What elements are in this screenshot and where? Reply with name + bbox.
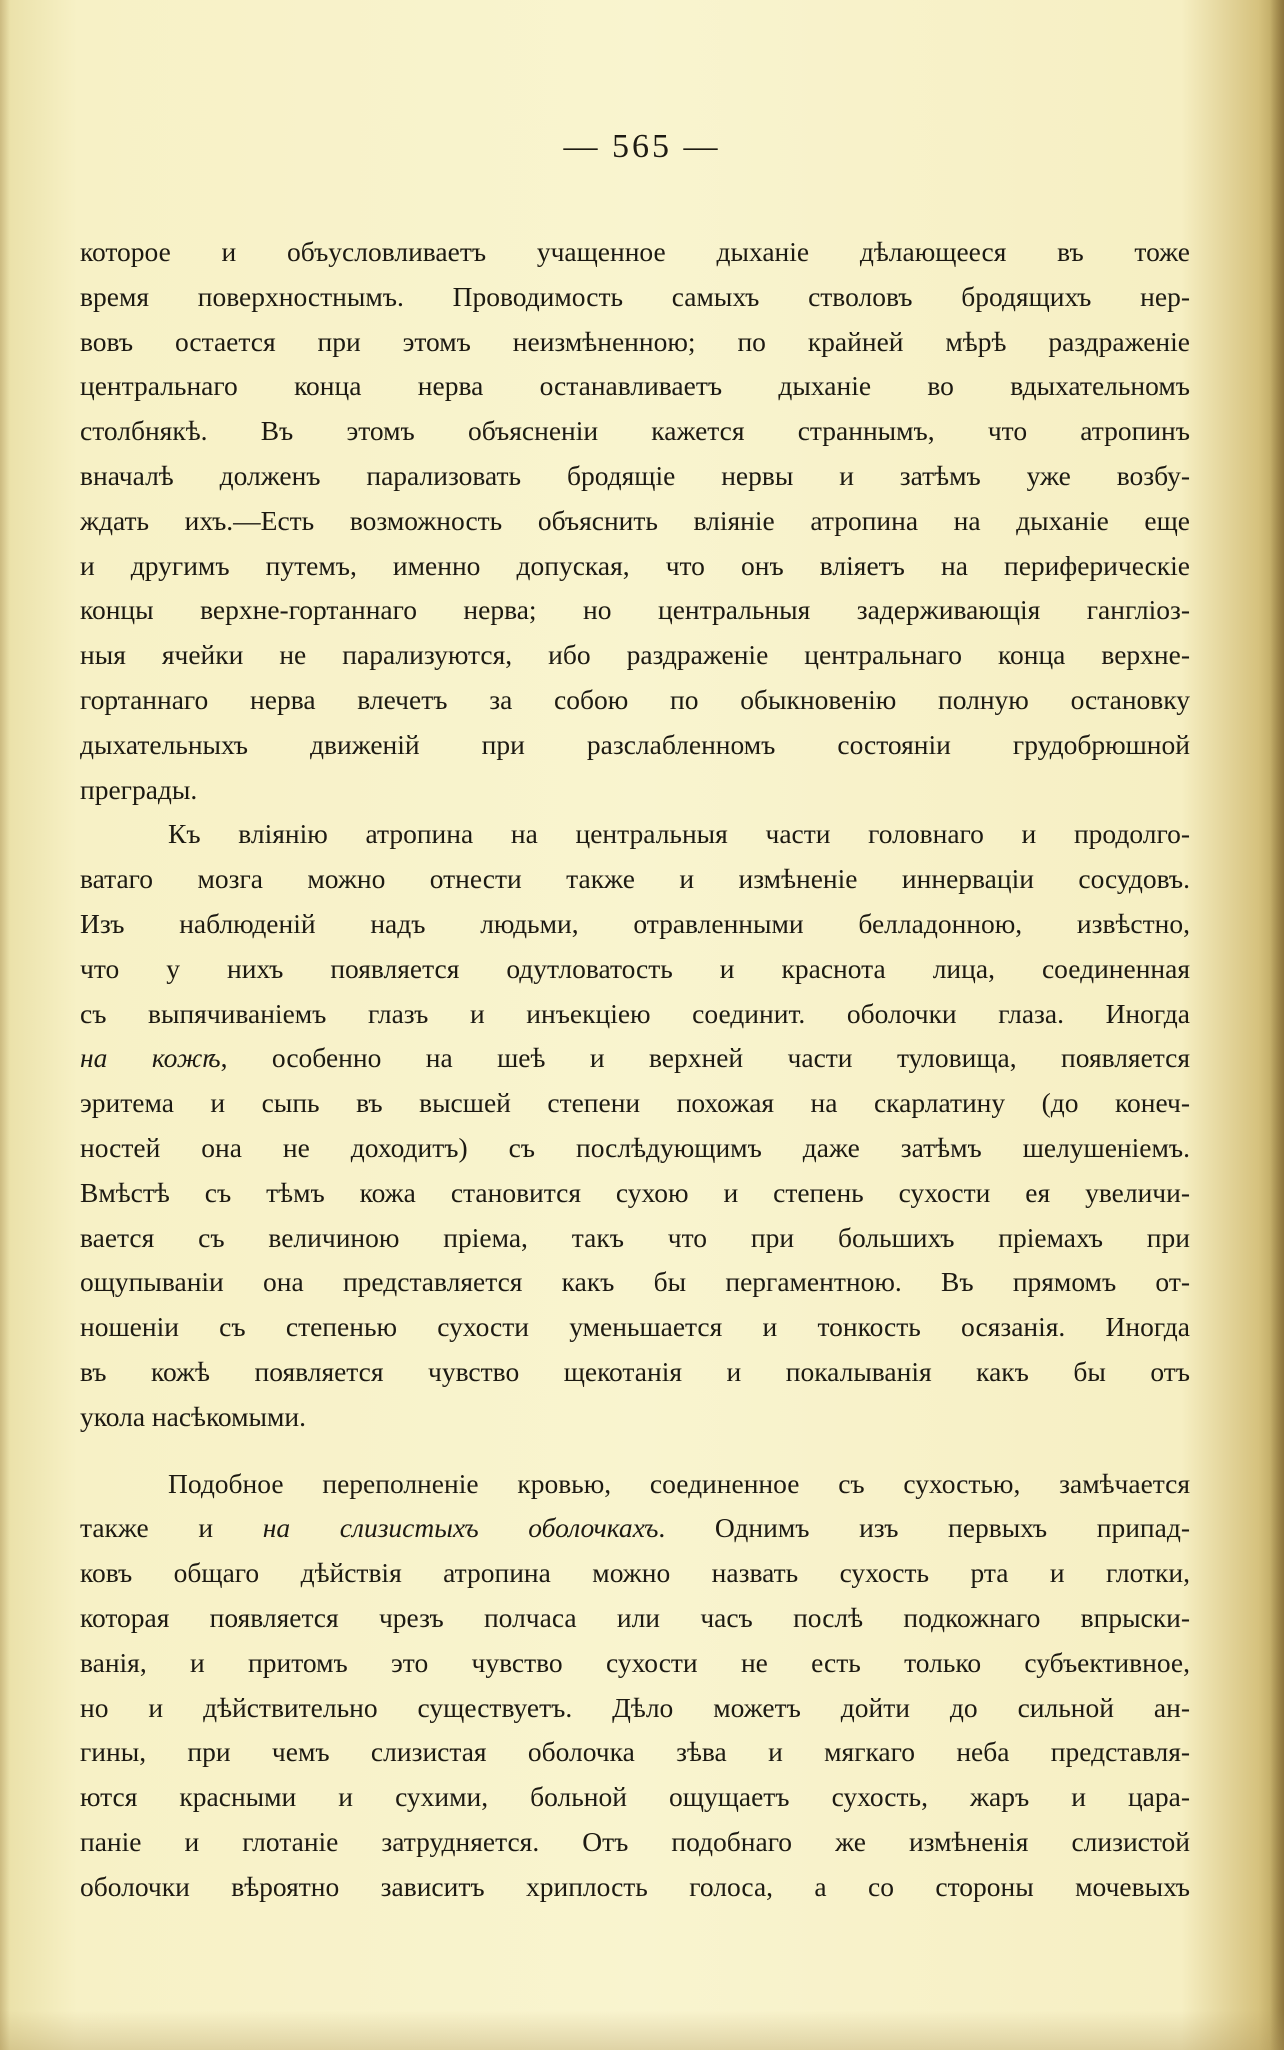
text-line bbox=[80, 1081, 1190, 1126]
text-run: ныя ячейки не парализуются, ибо раздраженіе центральнаго конца верхне- bbox=[80, 639, 1190, 671]
text-line bbox=[80, 364, 1190, 409]
text-line bbox=[80, 1820, 1190, 1865]
text-line bbox=[80, 1462, 1190, 1507]
text-line bbox=[80, 1216, 1190, 1261]
text-run: Изъ наблюденій надъ людьми, отравленными белладонною, извѣстно, bbox=[80, 907, 1190, 939]
text-run: ковъ общаго дѣйствія атропина можно назвать сухость рта и глотки, bbox=[80, 1557, 1190, 1589]
text-line bbox=[80, 1686, 1190, 1731]
text-run: Подобное переполненіе кровью, соединенное съ сухостью, замѣчается bbox=[168, 1467, 1190, 1499]
text-run: которая появляется чрезъ полчаса или часъ послѣ подкожнаго впрыски- bbox=[80, 1601, 1190, 1633]
text-run: и другимъ путемъ, именно допуская, что онъ вліяетъ на периферическіе bbox=[80, 549, 1190, 581]
text-run: преграды. bbox=[80, 773, 198, 805]
text-line bbox=[80, 588, 1190, 633]
text-line bbox=[80, 1596, 1190, 1641]
text-line bbox=[80, 1305, 1190, 1350]
text-run: но и дѣйствительно существуетъ. Дѣло можетъ дойти до сильной ан- bbox=[80, 1691, 1190, 1723]
text-run: ждать ихъ.—Есть возможность объяснить вліяніе атропина на дыханіе еще bbox=[80, 504, 1190, 536]
text-line bbox=[80, 1730, 1190, 1775]
text-run: эритема и сыпь въ высшей степени похожая на скарлатину (до конеч- bbox=[80, 1087, 1190, 1119]
text-run: Вмѣстѣ съ тѣмъ кожа становится сухою и степень сухости ея увеличи- bbox=[80, 1176, 1190, 1208]
text-line bbox=[80, 499, 1190, 544]
page-bottom-shade bbox=[0, 2010, 1284, 2050]
text-line bbox=[80, 1350, 1190, 1395]
text-line bbox=[80, 947, 1190, 992]
page-number: — 565 — bbox=[563, 128, 721, 165]
text-run: что у нихъ появляется одутловатость и краснота лица, соединенная bbox=[80, 952, 1190, 984]
text-line bbox=[80, 1036, 1190, 1081]
text-line bbox=[80, 812, 1190, 857]
text-line bbox=[80, 1171, 1190, 1216]
text-run: . Однимъ изъ первыхъ припад- bbox=[658, 1512, 1190, 1544]
text-run: ношеніи съ степенью сухости уменьшается и тонкость осязанія. Иногда bbox=[80, 1311, 1190, 1343]
text-line bbox=[80, 1865, 1190, 1910]
text-line bbox=[80, 454, 1190, 499]
text-line bbox=[80, 409, 1190, 454]
text-line bbox=[80, 723, 1190, 768]
text-line bbox=[80, 1260, 1190, 1305]
text-run: ванія, и притомъ это чувство сухости не есть только субъективное, bbox=[80, 1646, 1190, 1678]
text-run: вначалѣ долженъ парализовать бродящіе нервы и затѣмъ уже возбу- bbox=[80, 459, 1190, 491]
text-line bbox=[80, 678, 1190, 723]
italic-text: на слизистыхъ оболочкахъ bbox=[262, 1512, 659, 1544]
text-run: также и bbox=[80, 1512, 263, 1544]
text-run: гортаннаго нерва влечетъ за собою по обыкновенію полную остановку bbox=[80, 683, 1190, 715]
page-edge-left bbox=[0, 0, 10, 2050]
text-run: ются красными и сухими, больной ощущаетъ сухость, жаръ и цара- bbox=[80, 1781, 1190, 1813]
text-run: съ выпячиваніемъ глазъ и инъекціею соединит. оболочки глаза. Иногда bbox=[80, 997, 1190, 1029]
text-run: вовъ остается при этомъ неизмѣненною; по крайней мѣрѣ раздраженіе bbox=[80, 325, 1190, 357]
italic-text: на кожѣ bbox=[80, 1042, 221, 1074]
text-run: ностей она не доходитъ) съ послѣдующимъ даже затѣмъ шелушеніемъ. bbox=[80, 1131, 1190, 1163]
text-run: концы верхне-гортаннаго нерва; но центральныя задерживающія гангліоз- bbox=[80, 594, 1190, 626]
text-line bbox=[80, 320, 1190, 365]
text-line bbox=[80, 275, 1190, 320]
text-line bbox=[80, 902, 1190, 947]
text-line bbox=[80, 1395, 1190, 1440]
text-run: ощупываніи она представляется какъ бы пергаментною. Въ прямомъ от- bbox=[80, 1266, 1190, 1298]
text-line bbox=[80, 992, 1190, 1037]
text-run: гины, при чемъ слизистая оболочка зѣва и мягкаго неба представля- bbox=[80, 1736, 1190, 1768]
text-line bbox=[80, 1551, 1190, 1596]
text-line bbox=[80, 1126, 1190, 1171]
text-run: время поверхностнымъ. Проводимость самыхъ стволовъ бродящихъ нер- bbox=[80, 280, 1190, 312]
text-line bbox=[80, 1775, 1190, 1820]
text-run: въ кожѣ появляется чувство щекотанія и покалыванія какъ бы отъ bbox=[80, 1355, 1190, 1387]
text-run: оболочки вѣроятно зависитъ хриплость голоса, а со стороны мочевыхъ bbox=[80, 1870, 1190, 1902]
text-run: центральнаго конца нерва останавливаетъ дыханіе во вдыхательномъ bbox=[80, 370, 1190, 402]
text-run: вается съ величиною пріема, такъ что при большихъ пріемахъ при bbox=[80, 1221, 1190, 1253]
text-run: ватаго мозга можно отнести также и измѣненіе иннерваціи сосудовъ. bbox=[80, 863, 1190, 895]
text-run: которое и объусловливаетъ учащенное дыханіе дѣлающееся въ тоже bbox=[80, 236, 1190, 267]
text-run: Къ вліянію атропина на центральныя части головнаго и продолго- bbox=[168, 818, 1190, 850]
text-run: дыхательныхъ движеній при разслабленномъ состояніи грудобрюшной bbox=[80, 728, 1190, 760]
text-line bbox=[80, 544, 1190, 589]
text-run: столбнякѣ. Въ этомъ объясненіи кажется страннымъ, что атропинъ bbox=[80, 415, 1190, 447]
page-edge-right bbox=[1270, 0, 1284, 2050]
text-line bbox=[80, 1641, 1190, 1686]
text-line bbox=[80, 230, 1190, 275]
text-line bbox=[80, 857, 1190, 902]
text-line bbox=[80, 1506, 1190, 1551]
text-run: укола насѣкомыми. bbox=[80, 1400, 307, 1432]
text-run: паніе и глотаніе затрудняется. Отъ подобнаго же измѣненія слизистой bbox=[80, 1825, 1190, 1857]
text-line bbox=[80, 633, 1190, 678]
text-run: , особенно на шеѣ и верхней части туловища, появляется bbox=[220, 1042, 1190, 1074]
body-text bbox=[80, 230, 1190, 1909]
text-line bbox=[80, 768, 1190, 813]
